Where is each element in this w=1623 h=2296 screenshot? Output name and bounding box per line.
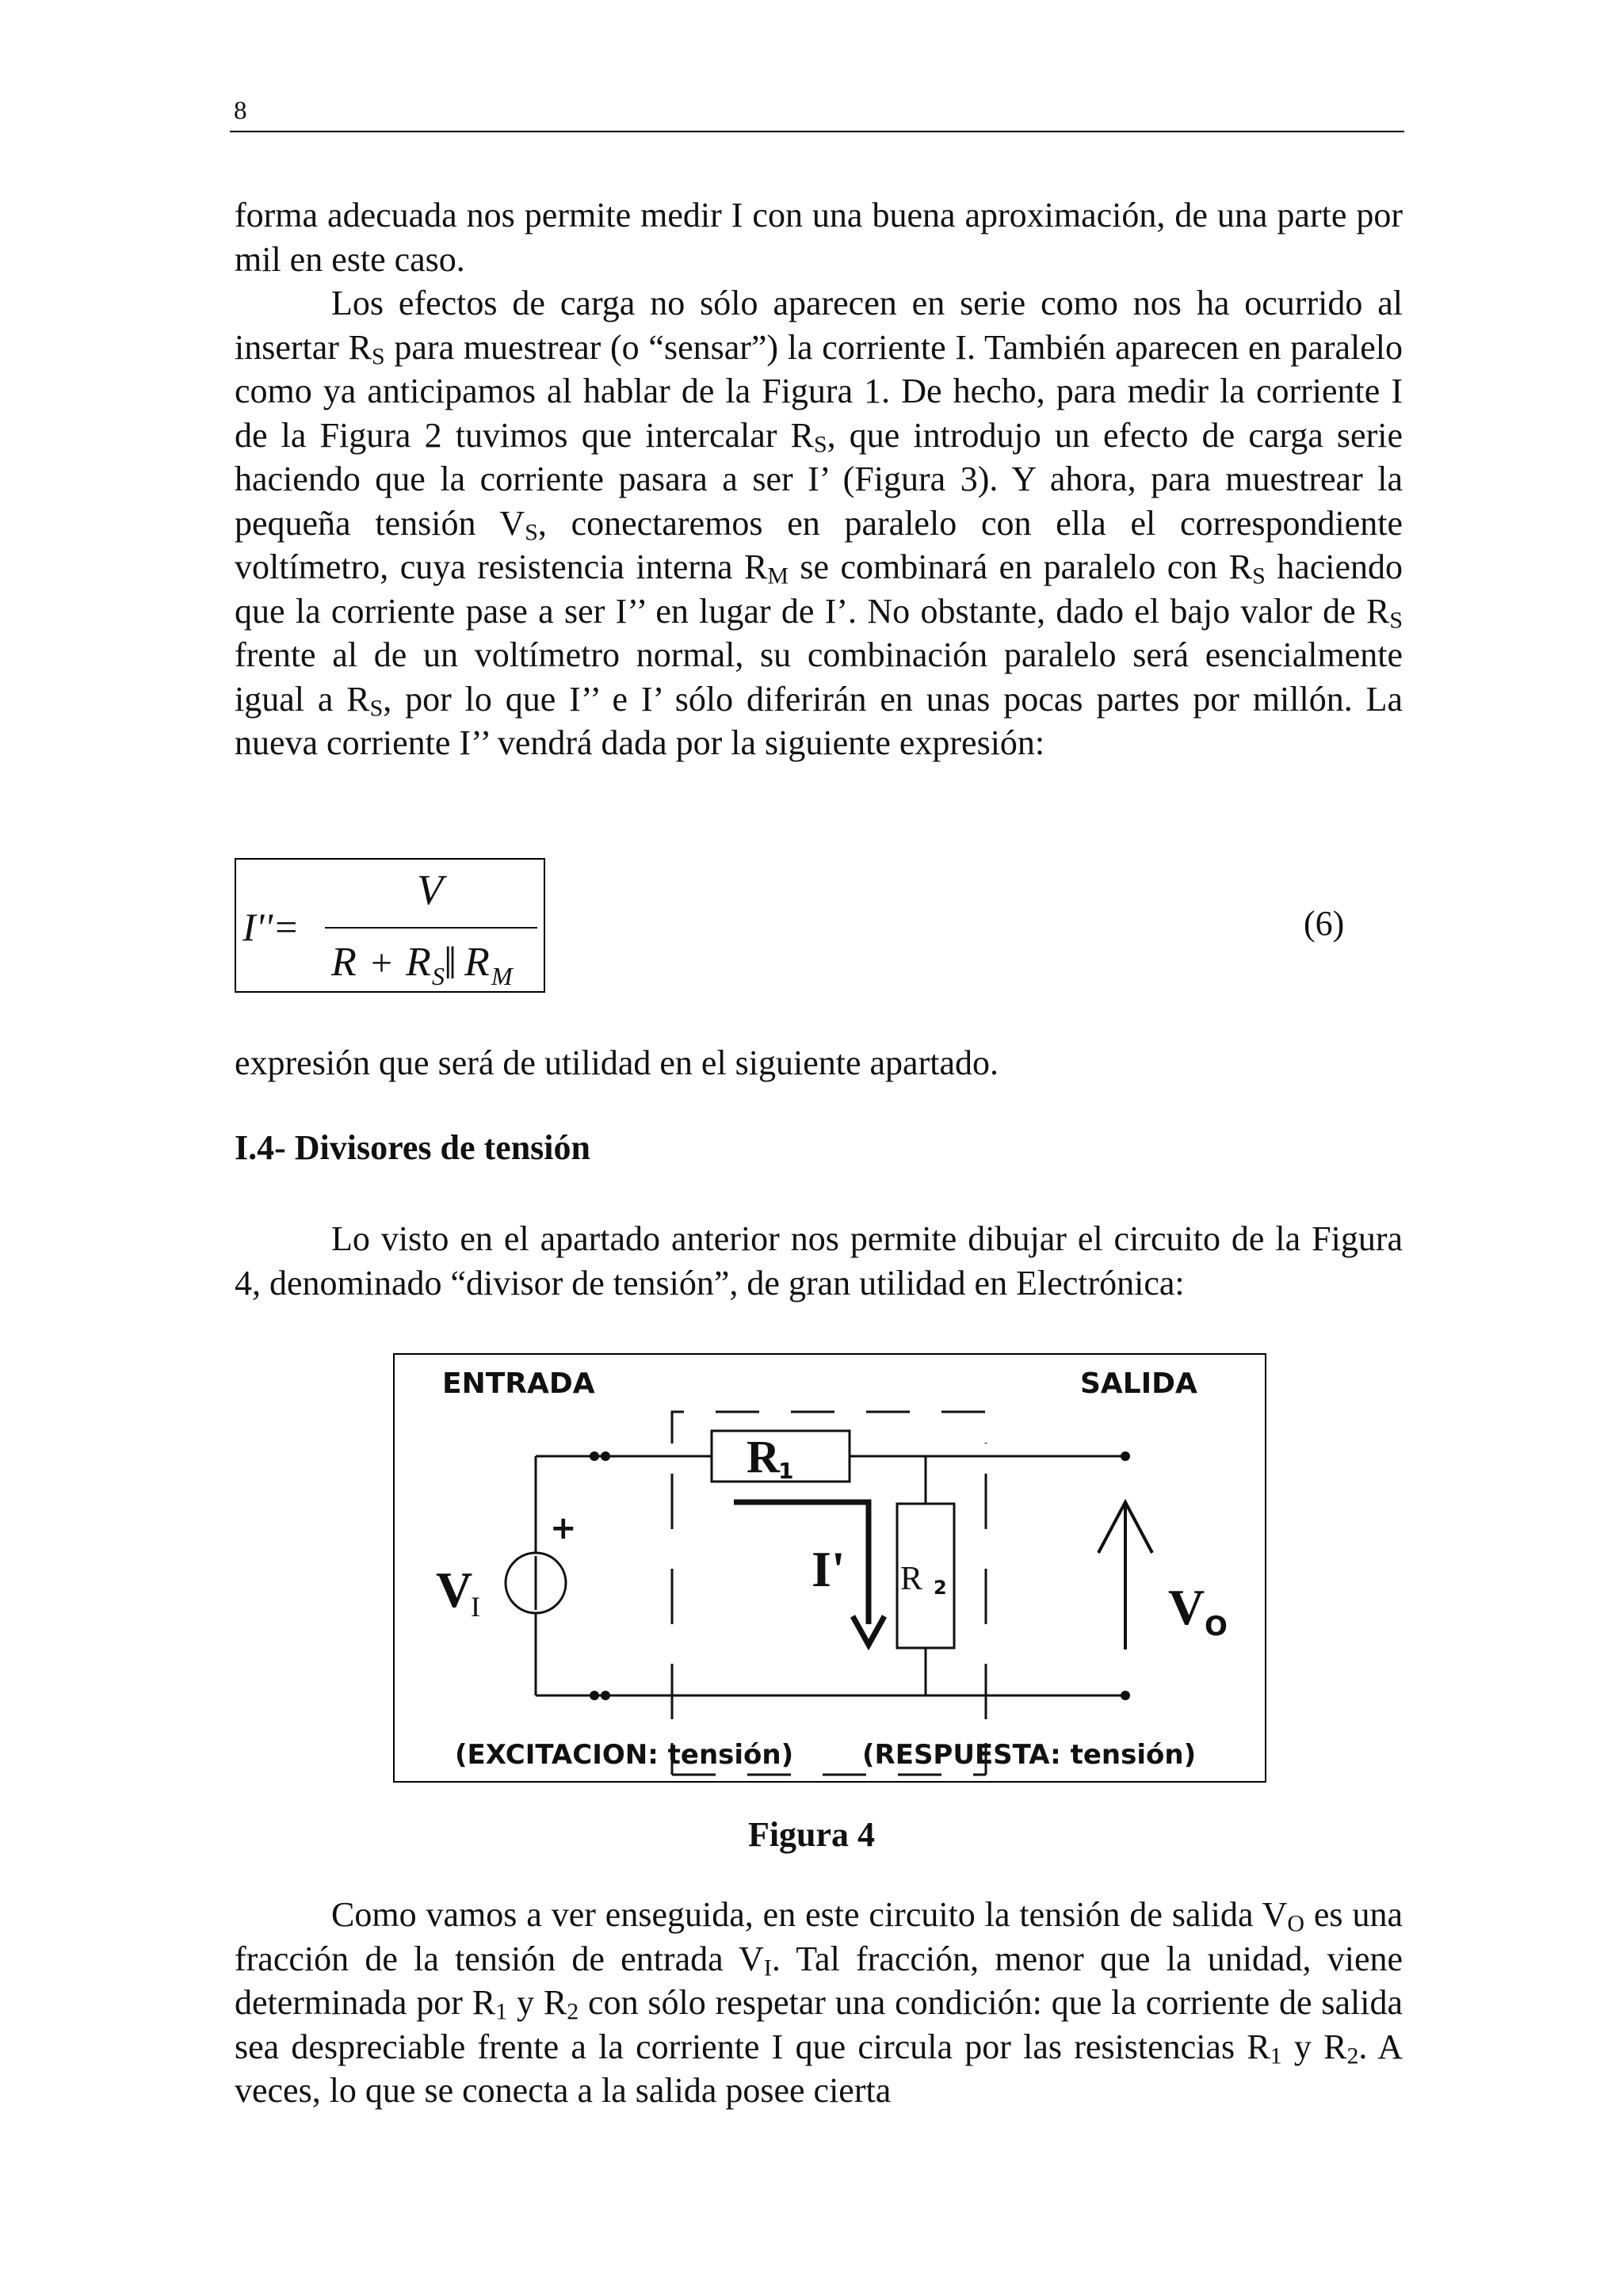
text-run: con sólo respetar una condición: que la corriente de salida sea despreciable frente a la corriente I que circula por las resistencias R bbox=[235, 1983, 1403, 2066]
text-run: , por lo que I’’ e I’ sólo diferirán en unas pocas partes por millón. La nueva corriente I’’ vendrá dada por la siguiente expresión: bbox=[235, 679, 1403, 762]
subscript: 1 bbox=[1270, 2042, 1282, 2069]
subscript: S bbox=[1252, 563, 1266, 589]
formula-parallel: ‖ bbox=[444, 937, 457, 989]
label-r2-sub: 2 bbox=[934, 1577, 947, 1599]
output-arrow-icon bbox=[1098, 1502, 1152, 1650]
voltage-source-icon bbox=[506, 1553, 566, 1613]
text-run: es una fracción de la tensión de entrada V bbox=[235, 1895, 1403, 1978]
terminals bbox=[590, 1451, 1130, 1700]
text-run: . Tal fracción, menor que la unidad, viene determinada por R bbox=[235, 1939, 1403, 2022]
paragraph-after-formula: expresión que será de utilidad en el siguiente apartado. bbox=[235, 1043, 999, 1082]
paragraph-load-effects bbox=[235, 281, 1403, 765]
label-respuesta: (RESPUESTA: tensión) bbox=[862, 1739, 1197, 1771]
subscript: 2 bbox=[1346, 2042, 1359, 2069]
label-r1-sub: 1 bbox=[778, 1458, 794, 1484]
terminal-dot bbox=[1121, 1691, 1130, 1700]
label-current: I' bbox=[812, 1541, 846, 1597]
label-entrada: ENTRADA bbox=[442, 1367, 595, 1400]
text-run: frente al de un voltímetro normal, su combinación paralelo será esencialmente igual a R bbox=[235, 635, 1403, 719]
subscript: S bbox=[1389, 607, 1403, 634]
equation-number: (6) bbox=[1304, 904, 1345, 943]
formula-den-rs: R bbox=[406, 940, 431, 985]
subscript: M bbox=[767, 563, 789, 589]
terminal-dot bbox=[1121, 1451, 1130, 1461]
subscript: 2 bbox=[567, 1998, 579, 2025]
text-run: Como vamos a ver enseguida, en este circuito la tensión de salida V bbox=[331, 1895, 1288, 1934]
text-run: Los efectos de carga no sólo aparecen en serie como nos ha ocurrido al insertar R bbox=[235, 284, 1403, 367]
terminal-dot bbox=[601, 1691, 610, 1700]
label-r1: R bbox=[747, 1431, 780, 1482]
circuit-diagram bbox=[395, 1355, 1265, 1781]
current-arrow-icon bbox=[734, 1502, 884, 1645]
terminal-dot bbox=[590, 1691, 599, 1700]
formula-den-r: R bbox=[331, 940, 357, 985]
label-r2: R bbox=[900, 1561, 923, 1597]
figure-4 bbox=[393, 1353, 1266, 1783]
formula-svg bbox=[236, 860, 544, 991]
label-salida: SALIDA bbox=[1080, 1367, 1197, 1400]
page-number: 8 bbox=[234, 97, 247, 125]
paragraph-bottom bbox=[235, 1893, 1403, 2113]
paragraph-top bbox=[235, 193, 1403, 765]
subscript: S bbox=[372, 343, 385, 370]
section-heading: I.4- Divisores de tensión bbox=[235, 1128, 590, 1167]
text-run: , conectaremos en paralelo con ella el correspondiente voltímetro, cuya resistencia interna R bbox=[235, 503, 1403, 586]
formula-den-sub-s: S bbox=[432, 962, 445, 990]
label-excitacion: (EXCITACION: tensión) bbox=[455, 1739, 794, 1771]
subscript: S bbox=[525, 519, 538, 546]
subscript: 1 bbox=[495, 1998, 508, 2025]
figure-caption: Figura 4 bbox=[747, 1815, 876, 1854]
text-run: . A veces, lo que se conecta a la salida posee cierta bbox=[235, 2027, 1403, 2110]
header-rule bbox=[230, 131, 1404, 132]
text-run: haciendo que la corriente pase a ser I’’ en lugar de I’. No obstante, dado el bajo valor de R bbox=[235, 547, 1403, 631]
formula-den-plus: + bbox=[371, 942, 393, 984]
label-vi-sub: I bbox=[471, 1591, 480, 1623]
formula-box bbox=[235, 858, 545, 993]
text-run: y R bbox=[507, 1983, 567, 2022]
label-vo-sub: O bbox=[1205, 1611, 1228, 1642]
formula-numerator: V bbox=[417, 866, 443, 913]
subscript: S bbox=[369, 695, 384, 722]
formula-den-rm: R bbox=[464, 940, 490, 985]
paragraph-continuation: forma adecuada nos permite medir I con una buena aproximación, de una parte por mil en este caso. bbox=[235, 196, 1403, 279]
terminal-dot bbox=[590, 1451, 599, 1461]
formula-lhs: I''= bbox=[242, 905, 300, 949]
text-run: y R bbox=[1281, 2027, 1347, 2066]
text-run: se combinará en paralelo con R bbox=[788, 547, 1253, 586]
formula-den-sub-m: M bbox=[491, 962, 513, 990]
label-vi: V bbox=[436, 1562, 473, 1618]
terminal-dot bbox=[601, 1451, 610, 1461]
subscript: S bbox=[813, 431, 827, 458]
text-run: para muestrear (o “sensar”) la corriente I. También aparecen en paralelo como ya anticipamos al hablar de la Figura 1. De hecho, para medir la corriente I de la Figura 2 tuvimos que intercalar R bbox=[235, 327, 1403, 455]
subscript: O bbox=[1287, 1910, 1304, 1937]
text-run: , que introdujo un efecto de carga serie haciendo que la corriente pasara a ser I’ (Figura 3). Y ahora, para muestrear la pequeña tensión V bbox=[235, 415, 1403, 543]
label-vo: V bbox=[1168, 1579, 1205, 1635]
plus-sign: + bbox=[550, 1510, 577, 1547]
subscript: I bbox=[763, 1955, 772, 1981]
paragraph-section: Lo visto en el apartado anterior nos permite dibujar el circuito de la Figura 4, denominado “divisor de tensión”, de gran utilidad en Electrónica: bbox=[235, 1219, 1403, 1302]
